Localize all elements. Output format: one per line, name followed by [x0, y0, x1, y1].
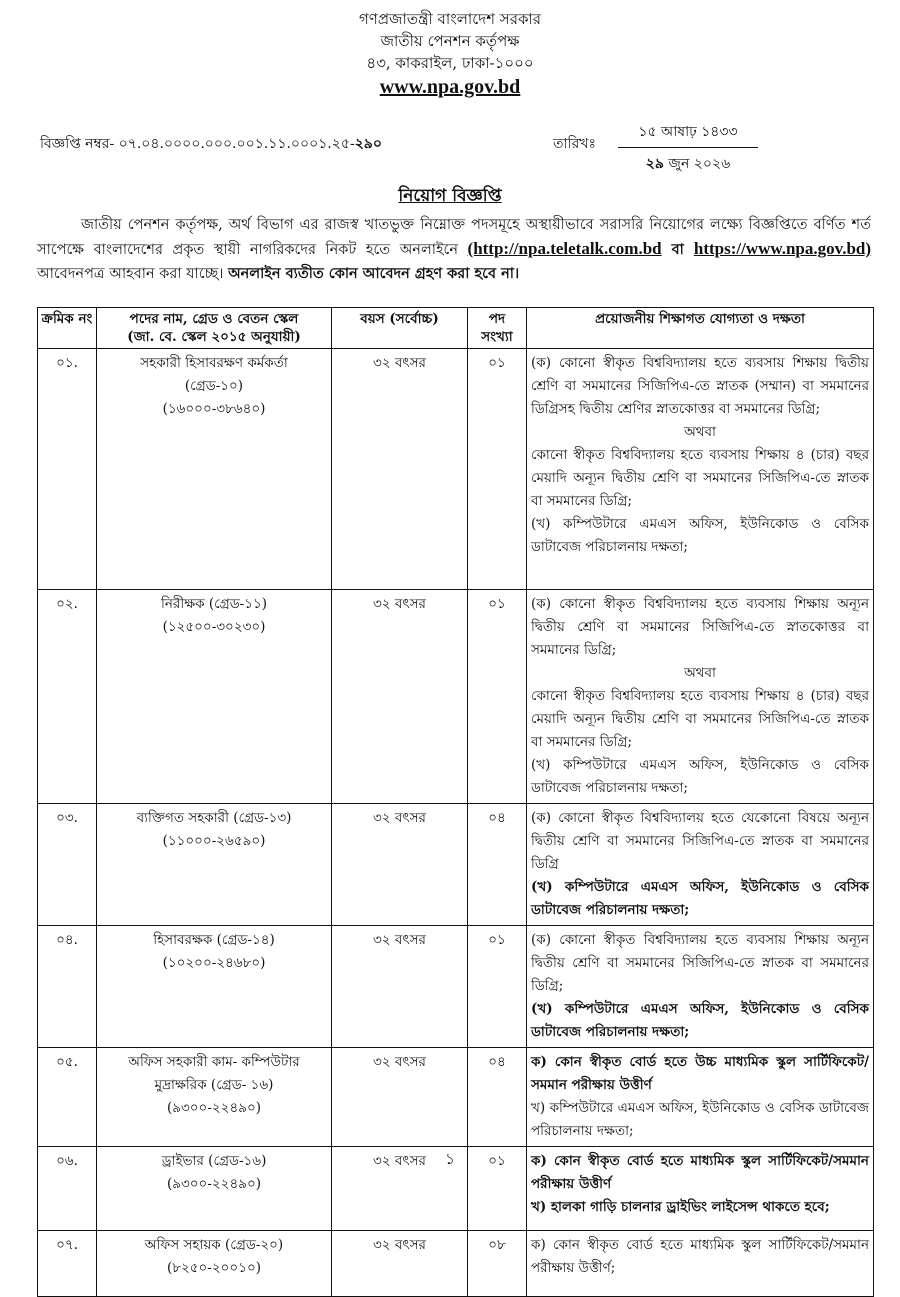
page-number: ১ — [445, 1150, 455, 1168]
npa-link[interactable]: https://www.npa.gov.bd) — [693, 239, 872, 258]
teletalk-link[interactable]: (http://npa.teletalk.com.bd — [467, 239, 662, 258]
notice-title: নিয়োগ বিজ্ঞপ্তি — [398, 186, 502, 206]
header-count: পদ সংখ্যা — [468, 308, 527, 349]
table-header-row — [38, 308, 874, 349]
authority-name: জাতীয় পেনশন কর্তৃপক্ষ — [380, 32, 520, 50]
online-only-note: অনলাইন ব্যতীত কোন আবেদন গ্রহণ করা হবে না। — [228, 265, 520, 282]
office-address: ৪৩, কাকরাইল, ঢাকা-১০০০ — [366, 54, 534, 72]
header-age: বয়স (সর্বোচ্চ) — [332, 308, 468, 349]
table-row: ০৬. ড্রাইভার (গ্রেড-১৬) (৯৩০০-২২৪৯০) ৩২ বৎসর ০১ ক) কোন স্বীকৃত বোর্ড হতে মাধ্যমিক স্কুল সার্টিফিকেট/সমমান পরীক্ষায় উত্তীর্ণ খ) হালকা গাড়ি চালনার ড্রাইভিং লাইসেন্স থাকতে হবে; — [38, 1147, 874, 1231]
document-header — [0, 8, 900, 100]
date-label: তারিখঃ — [553, 136, 596, 152]
table-row: ০১. সহকারী হিসাবরক্ষণ কর্মকর্তা (গ্রেড-১০) (১৬০০০-৩৮৬৪০) ৩২ বৎসর ০১ (ক) কোনো স্বীকৃত বিশ্ববিদ্যালয় হতে ব্যবসায় শিক্ষায় দ্বিতীয় শ্রেণি বা সমমানের সিজিপিএ-তে স্নাতক (সম্মান) বা সমমানের ডিগ্রিসহ দ্বিতীয় শ্রেণির স্নাতকোত্তর বা সমমানের ডিগ্রি; অথবা কোনো স্বীকৃত বিশ্ববিদ্যালয় হতে ব্যবসায় শিক্ষায় ৪ (চার) বছর মেয়াদি অন্যূন দ্বিতীয় শ্রেণি বা সমমানের সিজিপিএ-তে স্নাতক বা সমমানের ডিগ্রি; (খ) কম্পিউটারে এমএস অফিস, ইউনিকোড ও বেসিক ডাটাবেজ পরিচালনায় দক্ষতা; — [38, 349, 874, 590]
table-row: ০৩. ব্যক্তিগত সহকারী (গ্রেড-১৩) (১১০০০-২৬৫৯০) ৩২ বৎসর ০৪ (ক) কোনো স্বীকৃত বিশ্ববিদ্যালয় হতে যেকোনো বিষয়ে অন্যূন দ্বিতীয় শ্রেণি বা সমমানের সিজিপিএ-তে স্নাতক বা সমমানের ডিগ্রি (খ) কম্পিউটারে এমএস অফিস, ইউনিকোড ও বেসিক ডাটাবেজ পরিচালনায় দক্ষতা; — [38, 804, 874, 926]
date-block — [618, 120, 758, 176]
table-row: ০৭. অফিস সহায়ক (গ্রেড-২০) (৮২৫০-২০০১০) ৩২ বৎসর ০৮ ক) কোন স্বীকৃত বোর্ড হতে মাধ্যমিক স্কুল সার্টিফিকেট/সমমান পরীক্ষায় উত্তীর্ণ; — [38, 1231, 874, 1297]
header-sl: ক্রমিক নং — [38, 308, 97, 349]
date-gregorian: ২৯ জুন ২০২৬ — [645, 156, 731, 172]
website-link[interactable]: www.npa.gov.bd — [379, 76, 521, 98]
header-post: পদের নাম, গ্রেড ও বেতন স্কেল (জা. বে. স্কেল ২০১৫ অনুযায়ী) — [97, 308, 332, 349]
govt-name: গণপ্রজাতন্ত্রী বাংলাদেশ সরকার — [358, 10, 542, 28]
table-row: ০৫. অফিস সহকারী কাম- কম্পিউটার মুদ্রাক্ষরিক (গ্রেড- ১৬) (৯৩০০-২২৪৯০) ৩২ বৎসর ০৪ ক) কোন স্বীকৃত বোর্ড হতে উচ্চ মাধ্যমিক স্কুল সার্টিফিকেট/সমমান পরীক্ষায় উত্তীর্ণ খ) কম্পিউটারে এমএস অফিস, ইউনিকোড ও বেসিক ডাটাবেজ পরিচালনায় দক্ষতা; — [38, 1048, 874, 1147]
table-row: ০২. নিরীক্ষক (গ্রেড-১১) (১২৫০০-৩০২৩০) ৩২ বৎসর ০১ (ক) কোনো স্বীকৃত বিশ্ববিদ্যালয় হতে ব্যবসায় শিক্ষায় অন্যূন দ্বিতীয় শ্রেণি বা সমমানের সিজিপিএ-তে স্নাতকোত্তর বা সমমানের ডিগ্রি; অথবা কোনো স্বীকৃত বিশ্ববিদ্যালয় হতে ব্যবসায় শিক্ষায় ৪ (চার) বছর মেয়াদি অন্যূন দ্বিতীয় শ্রেণি বা সমমানের সিজিপিএ-তে স্নাতক বা সমমানের ডিগ্রি; (খ) কম্পিউটারে এমএস অফিস, ইউনিকোড ও বেসিক ডাটাবেজ পরিচালনায় দক্ষতা; — [38, 590, 874, 804]
memo-number: বিজ্ঞপ্তি নম্বর- ০৭.০৪.০০০০.০০০.০০১.১১.০০০১.২৫-২৯০ — [40, 136, 382, 152]
date-bangla: ১৫ আষাঢ় ১৪৩৩ — [618, 120, 758, 148]
intro-paragraph: জাতীয় পেনশন কর্তৃপক্ষ, অর্থ বিভাগ এর রাজস্ব খাতভুক্ত নিম্নোক্ত পদসমূহে অস্থায়ীভাবে সরাসরি নিয়োগের লক্ষ্যে বিজ্ঞপ্তিতে বর্ণিত শর্ত সাপেক্ষে বাংলাদেশের প্রকৃত স্থায়ী নাগরিকদের নিকট হতে অনলাইনে (http://npa.teletalk.com.bd বা https://www.npa.gov.bd) আবেদনপত্র আহবান করা যাচ্ছে। অনলাইন ব্যতীত কোন আবেদন গ্রহণ করা হবে না। — [37, 217, 872, 282]
header-qualification: প্রয়োজনীয় শিক্ষাগত যোগ্যতা ও দক্ষতা — [527, 308, 874, 349]
table-row: ০৪. হিসাবরক্ষক (গ্রেড-১৪) (১০২০০-২৪৬৮০) ৩২ বৎসর ০১ (ক) কোনো স্বীকৃত বিশ্ববিদ্যালয় হতে ব্যবসায় শিক্ষায় অন্যূন দ্বিতীয় শ্রেণি বা সমমানের সিজিপিএ-তে স্নাতক বা সমমানের ডিগ্রি; (খ) কম্পিউটারে এমএস অফিস, ইউনিকোড ও বেসিক ডাটাবেজ পরিচালনায় দক্ষতা; — [38, 926, 874, 1048]
